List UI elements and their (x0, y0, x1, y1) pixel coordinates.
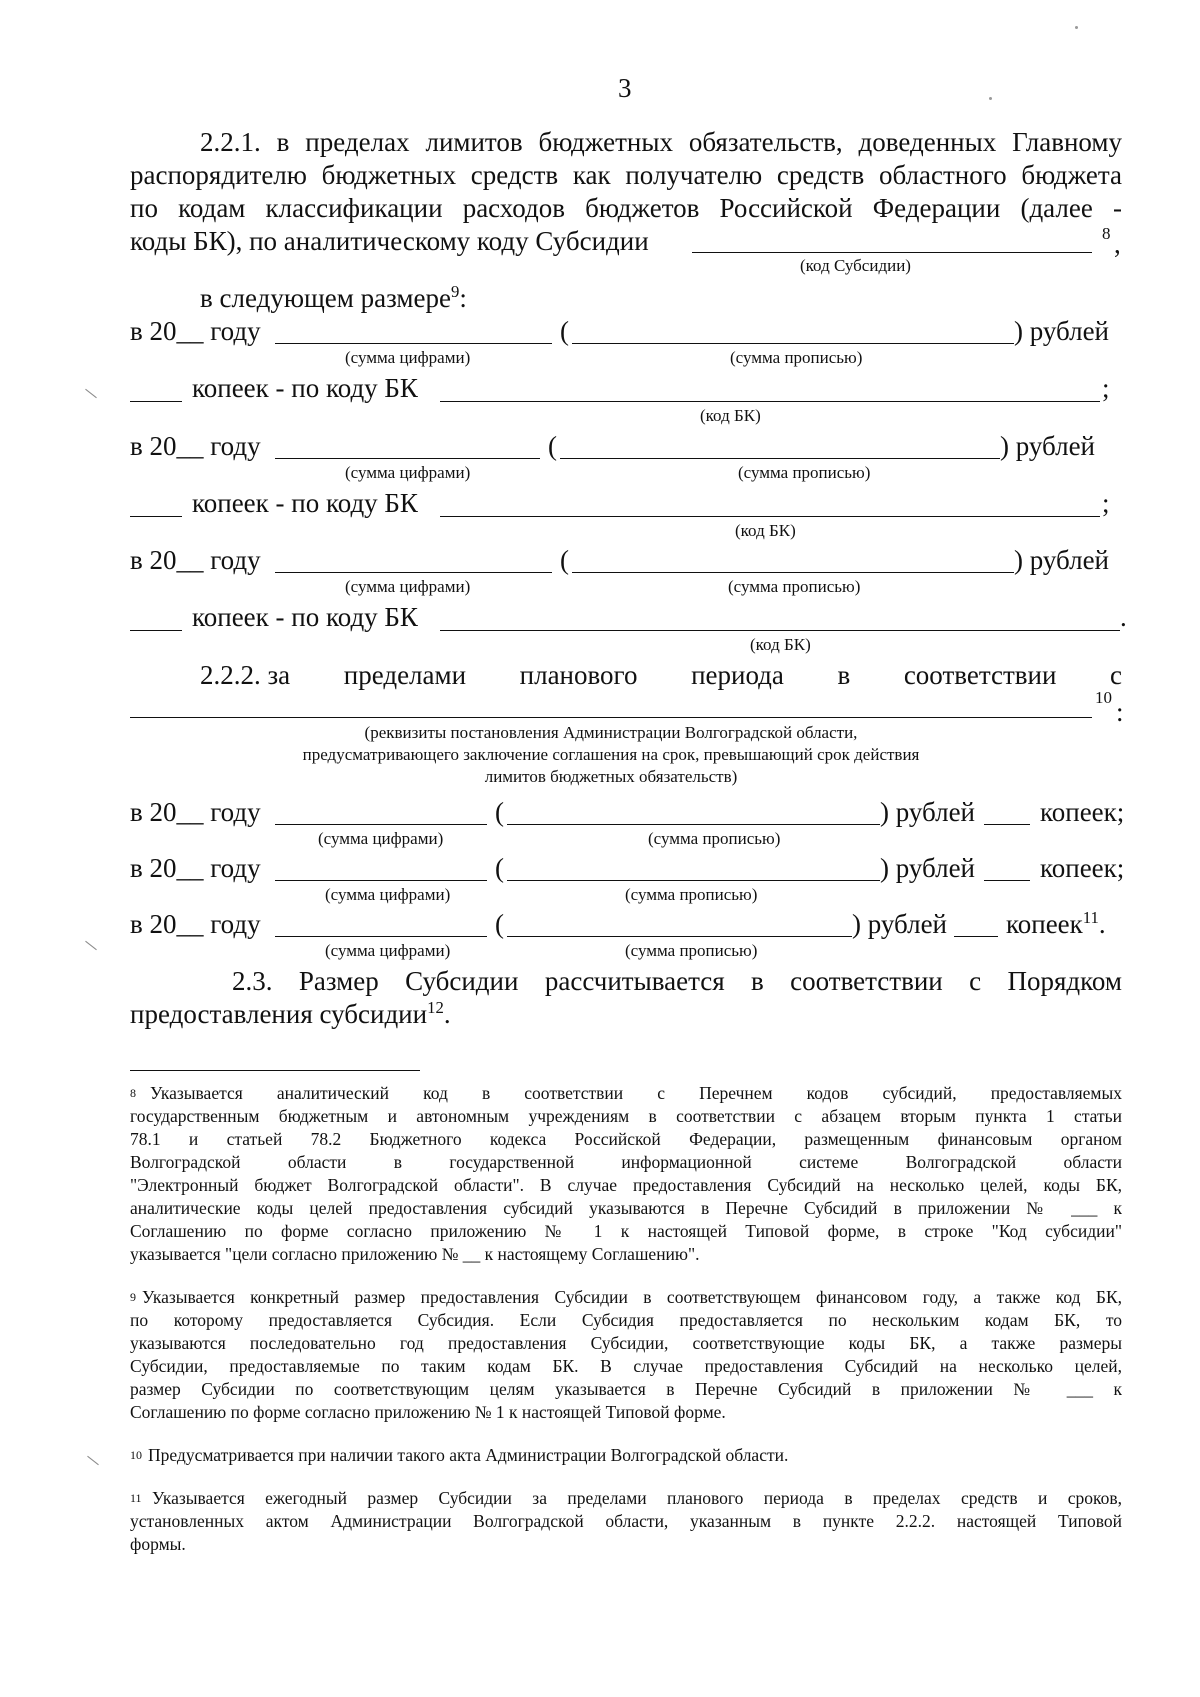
kop-tail-4: копеек; (1040, 797, 1125, 827)
sum-digits-caption-1: (сумма цифрами) (345, 348, 471, 367)
bk-code-caption-3: (код БК) (750, 635, 811, 654)
kop-field-3[interactable] (130, 630, 182, 631)
sum-words-caption-4: (сумма прописью) (648, 829, 781, 848)
footnote-mark-11: 11 (130, 1491, 142, 1505)
p222-word: в (837, 660, 851, 690)
rub-label-3: ) рублей (1014, 545, 1110, 575)
year-label-5: в 20__ году (130, 853, 261, 883)
p222-word: пределами (343, 660, 467, 690)
open-paren-4: ( (495, 797, 504, 827)
kop-bk-label-3: копеек - по коду БК (192, 602, 418, 632)
rub-label-6: ) рублей (852, 909, 948, 939)
fn9-line: Указывается конкретный размер предоставления Субсидии в соответствующем финансовом году, а также код БК, (142, 1287, 1122, 1307)
footnote-mark-10: 10 (130, 1448, 142, 1462)
semicolon-2: ; (1102, 488, 1110, 518)
sizes-intro: в следующем размере$^9$: (200, 282, 467, 313)
p222-word: соответствии (903, 660, 1057, 690)
kop-field-4[interactable] (984, 824, 1030, 825)
comma: , (1114, 229, 1121, 259)
sum-digits-field-2[interactable] (275, 458, 540, 459)
kop-bk-label-1: копеек - по коду БК (192, 373, 418, 403)
sum-digits-field-6[interactable] (275, 936, 487, 937)
fn8-line: государственным бюджетным и автономным учреждениям в соответствии с абзацем вторым пункта 1 статьи (130, 1106, 1122, 1126)
sum-words-field-1[interactable] (572, 343, 1014, 344)
decree-caption-1: (реквизиты постановления Администрации Волгоградской области, (364, 723, 858, 742)
footnote-separator (130, 1070, 420, 1071)
footnote-ref-10: 10 (1095, 688, 1112, 707)
year-label-2: в 20__ году (130, 431, 261, 461)
year-label-6: в 20__ году (130, 909, 261, 939)
footnote-mark-8: 8 (130, 1086, 136, 1100)
sum-words-caption-3: (сумма прописью) (728, 577, 861, 596)
open-paren-2: ( (548, 431, 557, 461)
fn9-line: указываются последовательно год предоставления Субсидии, соответствующие коды БК, а также размеры (130, 1333, 1122, 1353)
scan-speck (1075, 26, 1078, 29)
p23-line-2: предоставления субсидии$^{12}$. (130, 998, 451, 1029)
p23-line-1: 2.3. Размер Субсидии рассчитывается в соответствии с Порядком (232, 966, 1122, 996)
year-label-1: в 20__ году (130, 316, 261, 346)
fn8-line: "Электронный бюджет Волгоградской области". В случае предоставления Субсидий на несколько целей, коды БК, (130, 1175, 1122, 1195)
footnote-ref-8: 8 (1102, 224, 1111, 243)
bk-code-field-2[interactable] (440, 516, 1100, 517)
footnote-ref-9: 9 (450, 282, 460, 301)
rub-label-4: ) рублей (880, 797, 976, 827)
year-label-3: в 20__ году (130, 545, 261, 575)
fn9-line: Соглашению по форме согласно приложению № 1 к настоящей Типовой форме. (130, 1402, 726, 1422)
decree-caption-3: лимитов бюджетных обязательств) (484, 767, 738, 786)
bk-code-caption-2: (код БК) (735, 521, 796, 540)
p222-line-1 (200, 659, 1122, 691)
sum-words-field-3[interactable] (572, 572, 1014, 573)
decree-caption-2: предусматривающего заключение соглашения на срок, превышающий срок действия (302, 745, 920, 764)
decree-details-field[interactable] (130, 717, 1092, 718)
footnote-ref-12: 12 (427, 998, 444, 1017)
p222-word: планового (519, 660, 638, 690)
sum-words-caption-5: (сумма прописью) (625, 885, 758, 904)
sum-digits-field-4[interactable] (275, 824, 487, 825)
sum-words-field-4[interactable] (507, 824, 880, 825)
p221-line-2: распорядителю бюджетных средств как получателю средств областного бюджета (130, 160, 1122, 190)
sum-digits-caption-6: (сумма цифрами) (325, 941, 451, 960)
year-label-4: в 20__ году (130, 797, 261, 827)
fn9-line: по которому предоставляется Субсидия. Если Субсидия предоставляется по нескольким кодам БК, то (130, 1310, 1122, 1330)
kop-field-1[interactable] (130, 401, 182, 402)
p221-line-4: коды БК), по аналитическому коду Субсидии (130, 226, 649, 256)
colon-222: : (1116, 697, 1124, 727)
fn8-line: Указывается аналитический код в соответствии с Перечнем кодов субсидий, предоставляемых (150, 1083, 1122, 1103)
kop-bk-label-2: копеек - по коду БК (192, 488, 418, 518)
open-paren-6: ( (495, 909, 504, 939)
subsidy-code-caption: (код Субсидии) (800, 256, 911, 275)
kop-field-6[interactable] (954, 936, 998, 937)
sum-words-caption-1: (сумма прописью) (730, 348, 863, 367)
sum-words-field-2[interactable] (560, 458, 1000, 459)
sum-digits-caption-4: (сумма цифрами) (318, 829, 444, 848)
open-paren-5: ( (495, 853, 504, 883)
p222-word: с (1109, 660, 1122, 690)
fn8-line: 78.1 и статьей 78.2 Бюджетного кодекса Российской Федерации, размещенным финансовым органом (130, 1129, 1122, 1149)
p222-word: периода (691, 660, 784, 690)
fn11-line: Указывается ежегодный размер Субсидии за пределами планового периода в пределах средств и сроков, (152, 1488, 1122, 1508)
sum-digits-caption-2: (сумма цифрами) (345, 463, 471, 482)
fn9-line: размер Субсидии по соответствующим целям указывается в Перечне Субсидий в приложении № ___ к (130, 1379, 1122, 1399)
sum-digits-field-5[interactable] (275, 880, 487, 881)
kop-tail-5: копеек; (1040, 853, 1125, 883)
bk-code-field-3[interactable] (440, 630, 1120, 631)
sum-digits-caption-5: (сумма цифрами) (325, 885, 451, 904)
footnote-ref-11: 11 (1082, 908, 1099, 927)
scan-mark (87, 1456, 99, 1465)
period-3: . (1120, 602, 1127, 632)
fn11-line: формы. (130, 1534, 186, 1554)
p221-line-3: по кодам классификации расходов бюджетов Российской Федерации (далее - (130, 193, 1122, 223)
semicolon-1: ; (1102, 373, 1110, 403)
p222-word: 2.2.2. за (200, 660, 291, 690)
fn10-line: Предусматривается при наличии такого акта Администрации Волгоградской области. (148, 1445, 789, 1465)
sum-digits-caption-3: (сумма цифрами) (345, 577, 471, 596)
sum-words-field-6[interactable] (507, 936, 852, 937)
subsidy-code-field[interactable] (692, 252, 1092, 253)
rub-label-2: ) рублей (1000, 431, 1096, 461)
bk-code-field-1[interactable] (440, 401, 1100, 402)
fn8-line: указывается "цели согласно приложению № __ к настоящему Соглашению". (130, 1244, 700, 1264)
fn8-line: Соглашению по форме согласно приложению № 1 к настоящей Типовой форме, в строке "Код субсидии" (130, 1221, 1122, 1241)
fn11-line: установленных актом Администрации Волгоградской области, указанным в пункте 2.2.2. настоящей Типовой (130, 1511, 1122, 1531)
fn9-line: Субсидии, предоставляемые по таким кодам БК. В случае предоставления Субсидий на несколько целей, (130, 1356, 1122, 1376)
kop-field-2[interactable] (130, 516, 182, 517)
sum-digits-field-1[interactable] (275, 343, 552, 344)
bk-code-caption-1: (код БК) (700, 406, 761, 425)
scan-mark (85, 941, 97, 950)
sum-words-caption-2: (сумма прописью) (738, 463, 871, 482)
sum-words-field-5[interactable] (507, 880, 880, 881)
sum-words-caption-6: (сумма прописью) (625, 941, 758, 960)
scan-mark (85, 389, 97, 398)
scan-speck (989, 97, 992, 100)
fn8-line: аналитические коды целей предоставления субсидий указываются в Перечне Субсидий в приложении № ___ к (130, 1198, 1122, 1218)
sum-digits-field-3[interactable] (275, 572, 552, 573)
kop-field-5[interactable] (984, 880, 1030, 881)
open-paren-3: ( (560, 545, 569, 575)
kop-last: копеек$^{11}$. (1006, 908, 1106, 939)
p221-line-1: 2.2.1. в пределах лимитов бюджетных обязательств, доведенных Главному (200, 127, 1122, 157)
page-number: 3 (618, 73, 632, 103)
open-paren-1: ( (560, 316, 569, 346)
footnote-mark-9: 9 (130, 1290, 136, 1304)
rub-label-1: ) рублей (1014, 316, 1110, 346)
fn8-line: Волгоградской области в государственной информационной системе Волгоградской области (130, 1152, 1122, 1172)
rub-label-5: ) рублей (880, 853, 976, 883)
